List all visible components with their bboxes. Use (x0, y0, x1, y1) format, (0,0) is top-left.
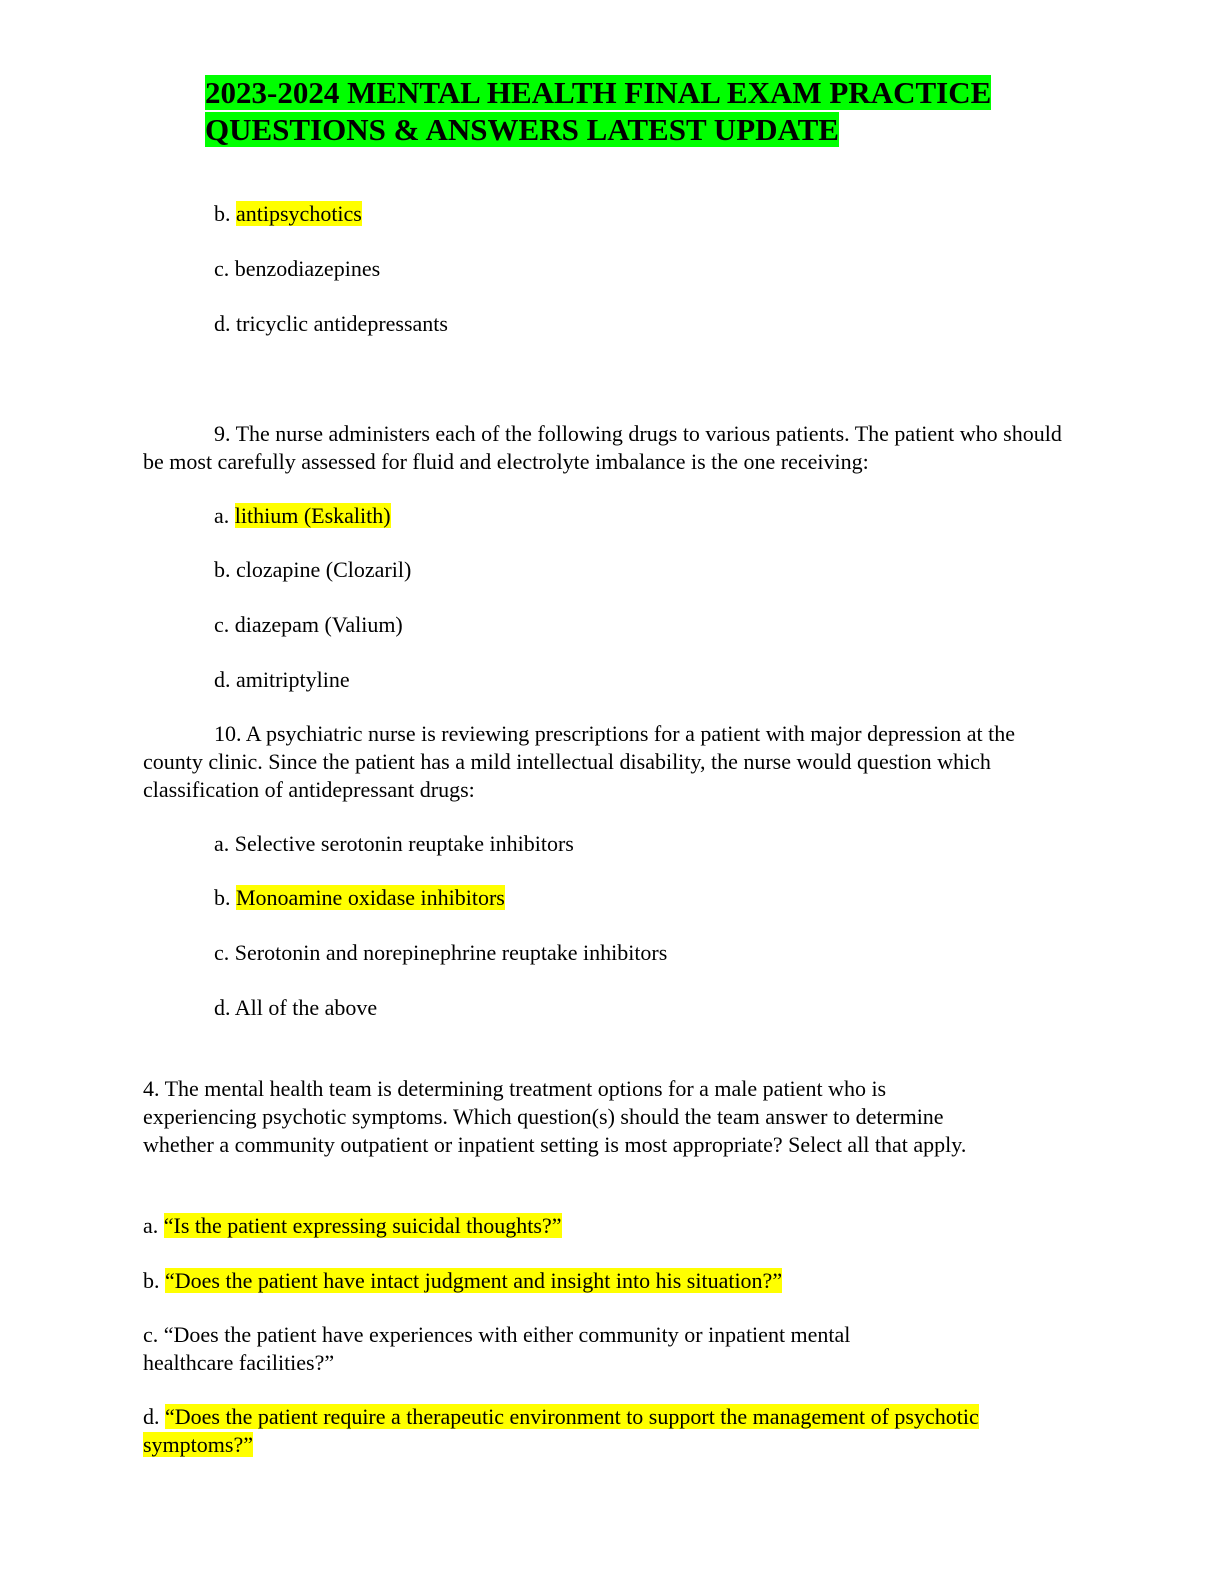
q10-option-b: b. Monoamine oxidase inhibitors (214, 885, 505, 910)
question-10-text: 10. A psychiatric nurse is reviewing prescriptions for a patient with major depression at the county clinic. Since the patient has a mild intellectual disability, the nurse would question which classification of antidepressant drugs: (143, 721, 1015, 802)
q4-option-a: a. “Is the patient expressing suicidal thoughts?” (143, 1213, 562, 1238)
q10-option-a: a. Selective serotonin reuptake inhibitors (214, 831, 574, 856)
q4-option-b: b. “Does the patient have intact judgment and insight into his situation?” (143, 1268, 783, 1293)
q4-option-d: d. “Does the patient require a therapeutic environment to support the management of psychotic symptoms?” (143, 1404, 979, 1457)
answer-highlight: “Does the patient require a therapeutic environment to support the management of psychotic symptoms?” (143, 1404, 979, 1457)
q9-option-c: c. diazepam (Valium) (214, 612, 403, 637)
title-line-2: QUESTIONS & ANSWERS LATEST UPDATE (205, 112, 839, 147)
q10-option-d: d. All of the above (214, 995, 378, 1020)
q9-option-a: a. lithium (Eskalith) (214, 503, 391, 528)
answer-highlight: Monoamine oxidase inhibitors (236, 885, 505, 910)
prev-option-c: c. benzodiazepines (214, 256, 381, 281)
prev-option-b: b. antipsychotics (214, 201, 362, 226)
answer-highlight: “Is the patient expressing suicidal thoughts?” (163, 1213, 562, 1238)
q10-option-c: c. Serotonin and norepinephrine reuptake inhibitors (214, 940, 668, 965)
question-9-text: 9. The nurse administers each of the following drugs to various patients. The patient who should be most carefully assessed for fluid and electrolyte imbalance is the one receiving: (143, 421, 1062, 474)
answer-highlight: lithium (Eskalith) (234, 503, 391, 528)
q4-option-c: c. “Does the patient have experiences with either community or inpatient mental healthcare facilities?” (143, 1322, 851, 1375)
q9-option-d: d. amitriptyline (214, 667, 350, 692)
answer-highlight: “Does the patient have intact judgment and insight into his situation?” (165, 1268, 783, 1293)
title-line-1: 2023-2024 MENTAL HEALTH FINAL EXAM PRACTICE (205, 75, 992, 110)
document-title (205, 74, 1035, 148)
answer-highlight: antipsychotics (236, 201, 362, 226)
question-4-text: 4. The mental health team is determining treatment options for a male patient who is experiencing psychotic symptoms. Which question(s) should the team answer to determine whether a community outpatient or inpatient setting is most appropriate? Select all that apply. (143, 1076, 967, 1157)
q9-option-b: b. clozapine (Clozaril) (214, 557, 412, 582)
prev-option-d: d. tricyclic antidepressants (214, 311, 448, 336)
